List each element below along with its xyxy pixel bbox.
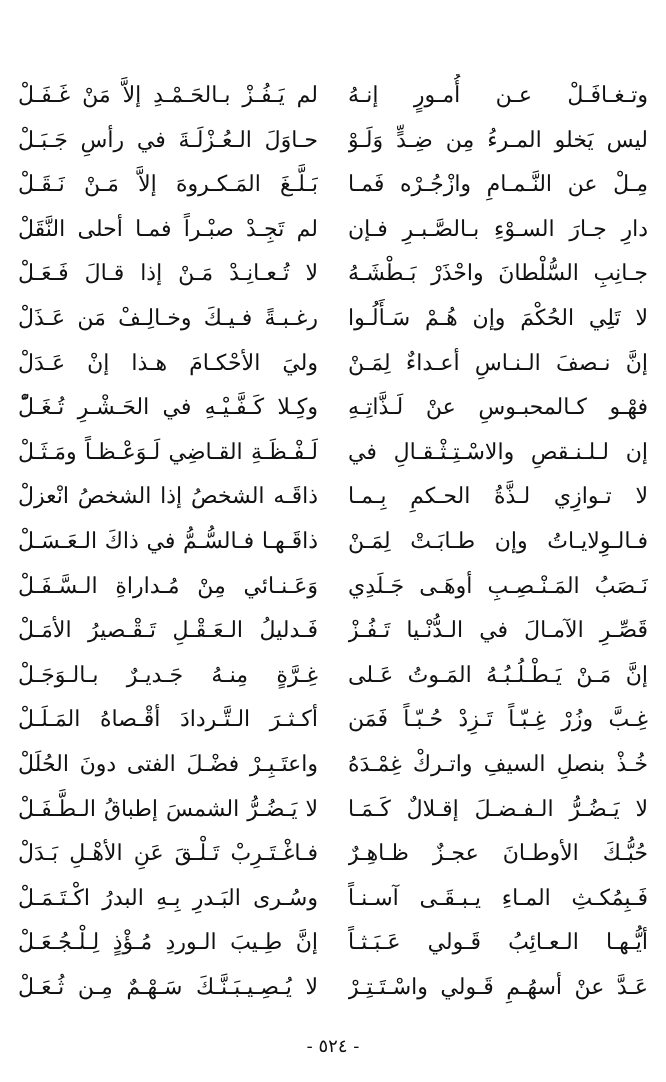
verse-second-hemistich: فَـدليلُ الـعَـقْـلِ تَـقْـصيرُ الأمَـلْ [18, 618, 318, 644]
poem-body [18, 74, 648, 1000]
verse-second-hemistich: رغـبـةً فـيـكَ وخـالِـفْ مَن عَـذَلْ [18, 305, 318, 331]
verse-second-hemistich: لَـفْـظَـةِ القـاضِي لَـوَعْـظـاً ومَـثَـلْ [18, 439, 318, 465]
verse-second-hemistich: وَعَـنـائي مِنْ مُـداراةِ الـسَّـفَـلْ [18, 573, 318, 599]
verse-first-hemistich: دارِ جـارَ السـوْءِ بـالصَّـبـرِ فـإن [348, 216, 648, 242]
verse-first-hemistich: فهْـو كـالمحبـوسِ عنْ لَـذَّاتِـهِ [348, 395, 648, 421]
verse-first-hemistich: خُـذْ بنصلِ السيفِ واتـركْ غِمْـدَهُ [348, 751, 648, 777]
verse-second-hemistich: حـاوَلَ الـعُـزْلَـةَ في رأسِ جَـبَـلْ [18, 127, 318, 153]
verse-first-hemistich: فَـبِمُكـثِ المـاءِ يـبـقَـى آسـنـاً [348, 885, 648, 911]
verse-first-hemistich: وتـغـافَـلْ عـن أُمـورٍ إنـهُ [348, 83, 648, 108]
verse-second-hemistich: غِـرَّةٍ مِنـهُ جَـديـرٌ بـالـوَجَـلْ [18, 662, 318, 688]
verse-second-hemistich: لا يُـصِـيـبَـنَّـكَ سَـهْـمٌ مِـن ثُـعَـلْ [18, 974, 318, 1000]
verse-first-hemistich: إنَّ مَـنْ يَـطْـلُـبُـهُ المَـوتُ عَـلى [348, 662, 648, 688]
verse-first-hemistich: لا تَلِي الحُكْمَ وإن هُـمْ سَـأَلُـوا [348, 305, 648, 331]
verse-second-hemistich: بَـلَّـغَ المَـكـروهَ إلاَّ مَـنْ نَـقَـلْ [18, 172, 318, 198]
verse-first-hemistich: فـالـوِلايـاتُ وإن طـابَـتْ لِمَـنْ [348, 528, 648, 554]
page-number: - ٥٢٤ - [306, 1036, 360, 1057]
verse-first-hemistich: حُبُّـكَ الأوطـانَ عجـزٌ ظـاهِـرٌ [348, 841, 648, 867]
verse-second-hemistich: أكـثـرَ الـتَّـردادَ أقْـصاهُ المَـلَـلْ [18, 707, 318, 733]
verse-second-hemistich: ذاقَـه الشخصُ إذا الشخصُ انْعزلْ [18, 484, 318, 510]
poem-column-left [18, 74, 318, 1010]
verse-first-hemistich: لا يَـضُـرُّ الـفـضـلَ إقـلالٌ كَـمَـا [348, 796, 648, 822]
verse-second-hemistich: لا يَـضُـرُّ الشمسَ إطباقُ الـطَّـفَـلْ [18, 796, 318, 822]
verse-second-hemistich: لم تَجِـدْ صبْـراً فمـا أحلى النَّقَلْ [18, 216, 318, 242]
verse-first-hemistich: نَـصَبُ المَـنْـصِـبِ أوهَـى جَـلَدِي [348, 573, 648, 599]
verse-first-hemistich: عَـدَّ عنْ أسهُـمِ قَـولي واسْـتَـتِـرْ [348, 974, 648, 1000]
verse-second-hemistich: وليَ الأحْكـامَ هـذا إنْ عَـدَلْ [18, 350, 318, 376]
verse-second-hemistich: فـاغْـتَـرِبْ تَـلْـقَ عَنِ الأهْـلِ بَـدَلْ [18, 841, 318, 867]
verse-first-hemistich: لا تـوازِي لـذَّةُ الحـكمِ بِـمـا [348, 484, 648, 510]
verse-second-hemistich: واعتَـبِـرْ فضْـلَ الفتى دونَ الحُلَلْ [18, 751, 318, 777]
verse-first-hemistich: إنَّ نـصفَ الـنـاسِ أعـداءٌ لِمَـنْ [348, 350, 648, 376]
verse-second-hemistich: ذاقَـهـا فـالسُّـمُّ في ذاكَ الـعَـسَـلْ [18, 528, 318, 554]
verse-first-hemistich: مِـلْ عن النَّـمـامِ وازْجُـرْه فَمـا [348, 172, 648, 198]
verse-first-hemistich: ليس يَخلو المـرءُ مِن ضِـدٍّ وَلَـوْ [348, 127, 648, 153]
verse-first-hemistich: غِـبَّ وزُرْ غِـبّـاً تَـزِدْ حُـبّـاً فَمَن [348, 707, 648, 733]
verse-second-hemistich: لا تُـعـانِـدْ مَـنْ إذا قـالَ فَـعَـلْ [18, 261, 318, 287]
poem-column-right [348, 74, 648, 1010]
verse-first-hemistich: قَصِّـرِ الآمـالَ في الـدُّنْـيا تَـفُـزْ [348, 618, 648, 644]
verse-first-hemistich: إن لـلـنـقصِ والاسْـتِـثْـقـالِ في [348, 439, 648, 465]
verse-second-hemistich: وكِـلا كَـفَّـيْـهِ في الحَـشْـرِ تُـغَـلّْ [18, 395, 318, 421]
verse-second-hemistich: لم يَـفُـزْ بـالحَـمْـدِ إلاَّ مَنْ غَـفَـلْ [18, 83, 318, 108]
verse-first-hemistich: جـانِبِ السُّلْطانَ واحْذَرْ بَـطْشَـهُ [348, 261, 648, 287]
verse-second-hemistich: إنَّ طِـيبَ الـوردِ مُـؤْذٍ لِـلْـجُـعَـلْ [18, 930, 318, 956]
verse-first-hemistich: أيُّـهـا الـعـائِبُ قَـولي عَـبَـثـاً [348, 930, 648, 956]
verse-second-hemistich: وسُـرى البَـدرِ بِـهِ البدرُ اكْـتَـمَـلْ [18, 885, 318, 911]
